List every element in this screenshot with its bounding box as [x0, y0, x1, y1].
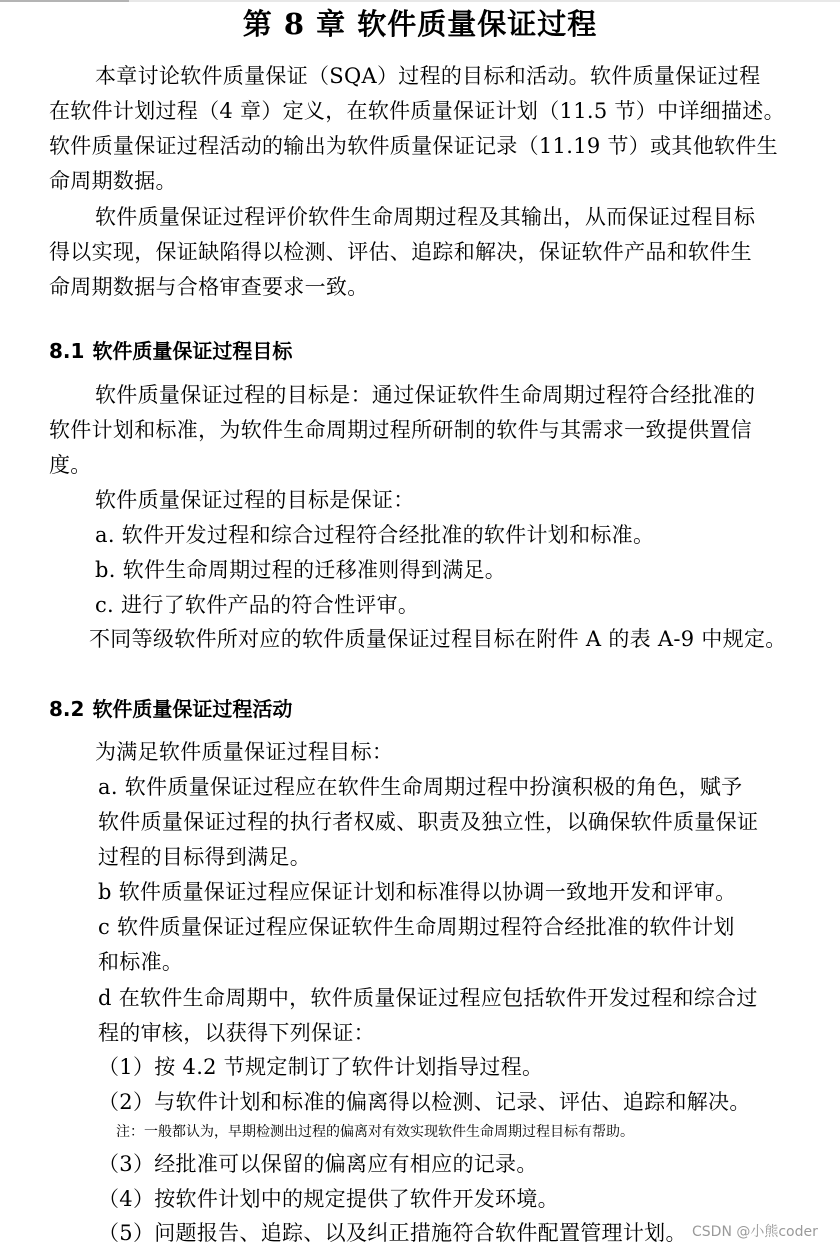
- list-item-a-cont: 软件质量保证过程的执行者权威、职责及独立性，以确保软件质量保证: [98, 810, 759, 834]
- section-line: 为满足软件质量保证过程目标：: [95, 740, 394, 764]
- intro-line: 软件质量保证过程评价软件生命周期过程及其输出，从而保证过程目标: [95, 205, 756, 229]
- section-line: 不同等级软件所对应的软件质量保证过程目标在附件 A 的表 A-9 中规定。: [89, 627, 787, 651]
- sub-item-4: （4）按软件计划中的规定提供了软件开发环境。: [98, 1187, 559, 1211]
- intro-line: 命周期数据与合格审查要求一致。: [49, 275, 369, 299]
- section-title: 软件质量保证过程活动: [92, 697, 293, 721]
- chapter-title: 第 8 章 软件质量保证过程: [242, 7, 598, 41]
- intro-line: 软件质量保证过程活动的输出为软件质量保证记录（11.19 节）或其他软件生: [49, 134, 778, 158]
- list-item-a: a. 软件开发过程和综合过程符合经批准的软件计划和标准。: [95, 523, 655, 547]
- section-line: 软件计划和标准，为软件生命周期过程所研制的软件与其需求一致提供置信: [49, 418, 752, 442]
- list-item-c-cont: 和标准。: [98, 950, 184, 974]
- section-line: 度。: [49, 453, 92, 477]
- list-item-d: d 在软件生命周期中，软件质量保证过程应包括软件开发过程和综合过: [98, 986, 758, 1010]
- intro-line: 在软件计划过程（4 章）定义，在软件质量保证计划（11.5 节）中详细描述。: [49, 99, 785, 123]
- note: 注：一般都认为，早期检测出过程的偏离对有效实现软件生命周期过程目标有帮助。: [116, 1124, 634, 1140]
- sub-item-2: （2）与软件计划和标准的偏离得以检测、记录、评估、追踪和解决。: [98, 1090, 751, 1114]
- intro-line: 命周期数据。: [49, 169, 177, 193]
- intro-line: 本章讨论软件质量保证（SQA）过程的目标和活动。软件质量保证过程: [95, 64, 761, 88]
- sub-item-5: （5）问题报告、追踪、以及纠正措施符合软件配置管理计划。: [98, 1221, 687, 1245]
- list-item-a-cont: 过程的目标得到满足。: [98, 845, 311, 869]
- section-line: 软件质量保证过程的目标是保证：: [95, 488, 415, 512]
- list-item-b: b 软件质量保证过程应保证计划和标准得以协调一致地开发和评审。: [98, 880, 737, 904]
- sub-item-1: （1）按 4.2 节规定制订了软件计划指导过程。: [98, 1055, 544, 1079]
- list-item-d-cont: 程的审核，以获得下列保证：: [98, 1021, 375, 1045]
- top-border-tab: [128, 0, 840, 2]
- sub-item-3: （3）经批准可以保留的偏离应有相应的记录。: [98, 1152, 538, 1176]
- list-item-c: c 软件质量保证过程应保证软件生命周期过程符合经批准的软件计划: [98, 915, 735, 939]
- list-item-c: c. 进行了软件产品的符合性评审。: [95, 593, 420, 617]
- section-heading-8-2: [49, 695, 292, 723]
- list-item-a: a. 软件质量保证过程应在软件生命周期过程中扮演积极的角色，赋予: [98, 775, 743, 799]
- intro-line: 得以实现，保证缺陷得以检测、评估、追踪和解决，保证软件产品和软件生: [49, 240, 752, 264]
- section-line: 软件质量保证过程的目标是：通过保证软件生命周期过程符合经批准的: [95, 383, 756, 407]
- section-number: 8.2: [49, 697, 85, 721]
- list-item-b: b. 软件生命周期过程的迁移准则得到满足。: [95, 558, 507, 582]
- watermark: CSDN @小熊coder: [692, 1224, 818, 1240]
- section-title: 软件质量保证过程目标: [92, 339, 293, 363]
- section-number: 8.1: [49, 339, 85, 363]
- section-heading-8-1: [49, 337, 292, 365]
